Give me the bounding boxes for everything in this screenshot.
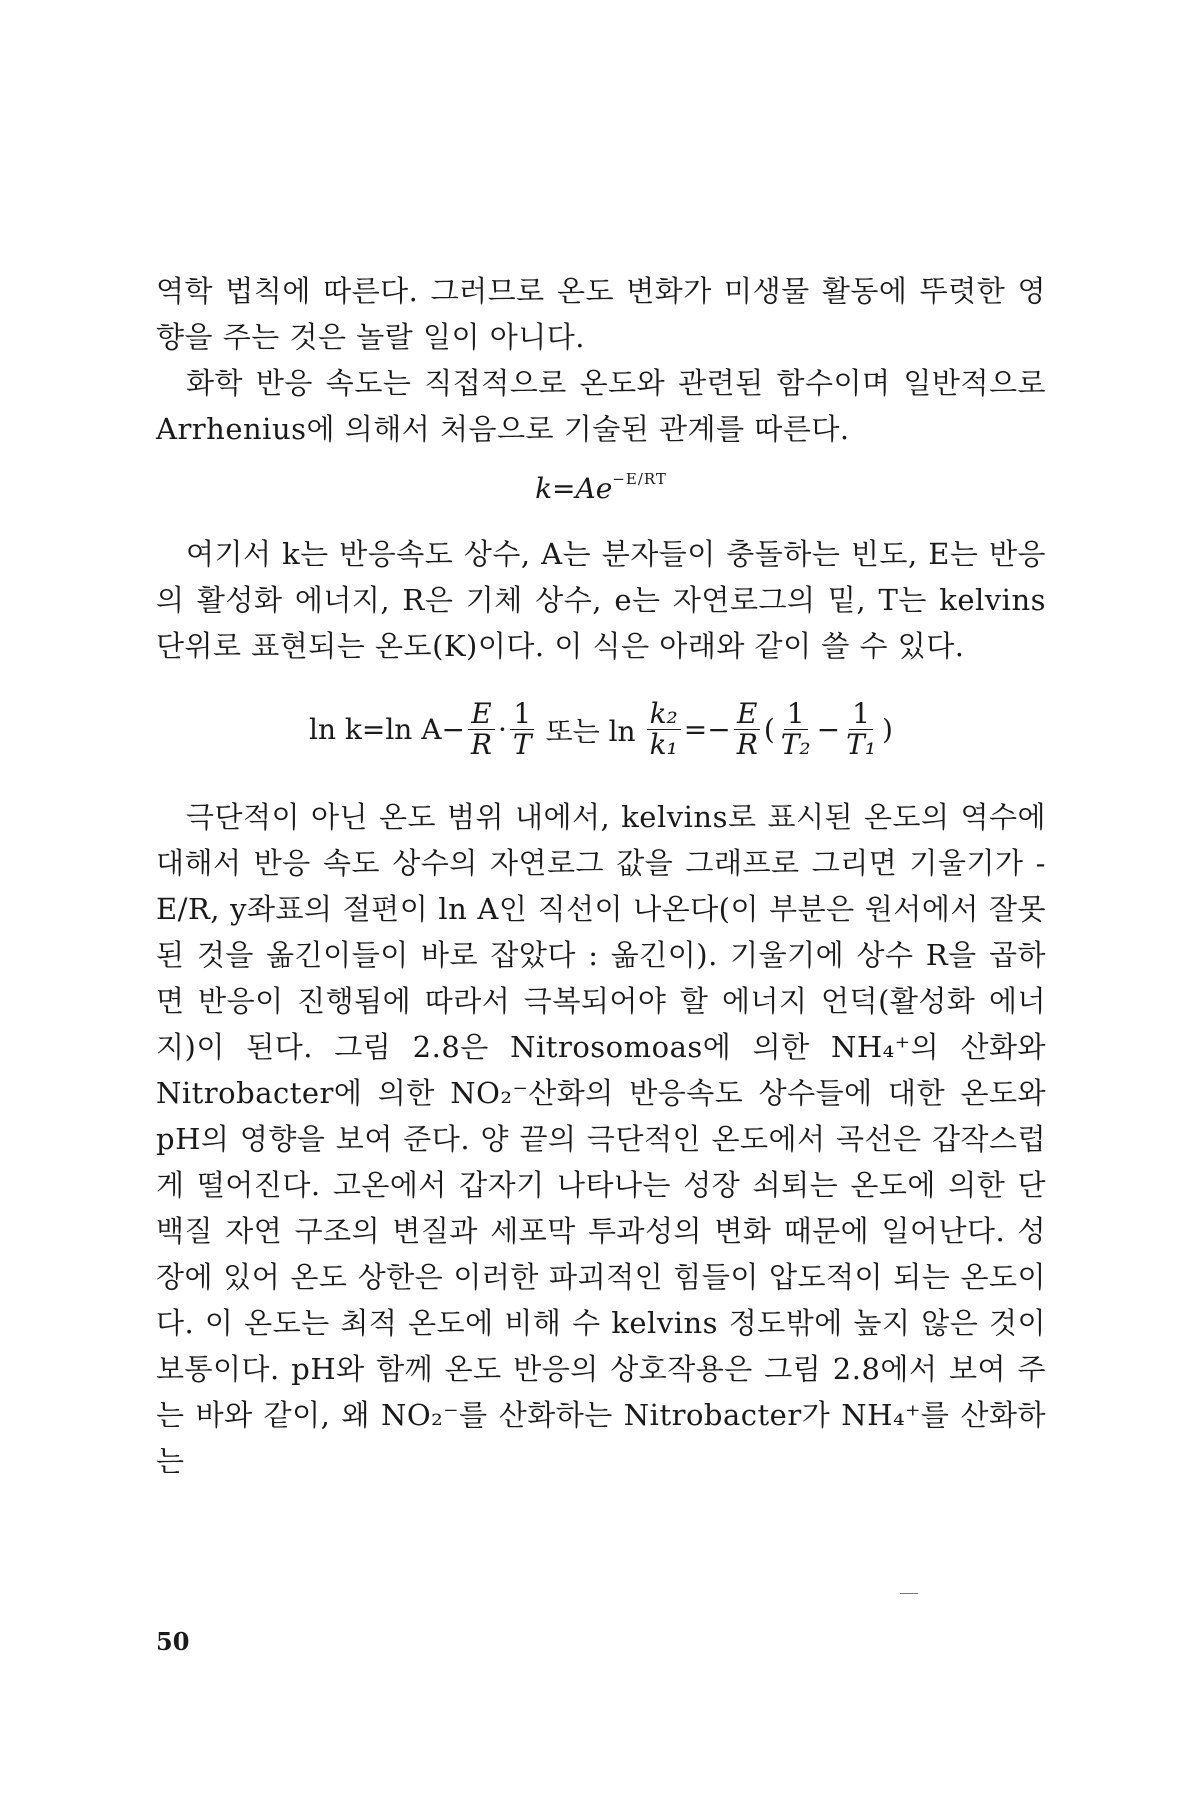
eq2-frac-1-over-t2: $\frac{1}{\text{T₂}}$ — [780, 697, 811, 761]
eq2-frac-1-over-t: $\frac{1}{T}$ — [510, 699, 535, 760]
equation-1-lhs: k=Ae — [535, 472, 613, 505]
eq2-connector: 또는 ln — [545, 714, 636, 748]
eq2-open-paren: ( — [763, 713, 775, 746]
page-number: 50 — [156, 1627, 190, 1656]
eq2-dot: · — [498, 713, 507, 746]
eq2-part1: ln k=ln A− — [309, 713, 465, 746]
eq2-minus: − — [816, 713, 841, 746]
paragraph-3: 여기서 k는 반응속도 상수, A는 분자들이 충돌하는 빈도, E는 반응의 활성화 에너지, R은 기체 상수, e는 자연로그의 밑, T는 kelvins 단위로 표현되는 온도(K)이다. 이 식은 아래와 같이 쓸 수 있다. — [156, 537, 1046, 663]
log-equation — [156, 699, 1046, 760]
eq2-close-paren: ) — [882, 713, 893, 746]
page-body — [156, 268, 1046, 1484]
paragraph-2: 화학 반응 속도는 직접적으로 온도와 관련된 함수이며 일반적으로 Arrhenius에 의해서 처음으로 기술된 관계를 따른다. — [156, 366, 1046, 446]
eq2-frac-k2-over-k1: $\frac{\text{k₂}}{\text{k₁}}$ — [647, 699, 681, 760]
equation-1-exponent: −E/RT — [612, 470, 667, 488]
eq2-eq-minus: =− — [683, 713, 731, 746]
paragraph-4: 극단적이 아닌 온도 범위 내에서, kelvins로 표시된 온도의 역수에 대해서 반응 속도 상수의 자연로그 값을 그래프로 그리면 기울기가 -E/R, y좌표의 절편이 ln A인 직선이 나온다(이 부분은 원서에서 잘못된 것을 옮긴이들이 바로 잡았다 : 옮긴이). 기울기에 상수 R을 곱하면 반응이 진행됨에 따라서 극복되어야 할 에너지 언덕(활성화 에너지)이 된다. 그림 2.8은 Nitrosomoas에 의한 NH₄⁺의 산화와 Nitrobacter에 의한 NO₂⁻산화의 반응속도 상수들에 대한 온도와 pH의 영향을 보여 준다. 양 끝의 극단적인 온도에서 곡선은 갑작스럽게 떨어진다. 고온에서 갑자기 나타나는 성장 쇠퇴는 온도에 의한 단백질 자연 구조의 변질과 세포막 투과성의 변화 때문에 일어난다. 성장에 있어 온도 상한은 이러한 파괴적인 힘들이 압도적이 되는 온도이다. 이 온도는 최적 온도에 비해 수 kelvins 정도밖에 높지 않은 것이 보통이다. pH와 함께 온도 반응의 상호작용은 그림 2.8에서 보여 주는 바와 같이, 왜 NO₂⁻를 산화하는 Nitrobacter가 NH₄⁺를 산화하는 — [156, 800, 1046, 1478]
eq2-frac-e-over-r-2: $\frac{E}{R}$ — [734, 699, 761, 760]
eq2-frac-e-over-r: $\frac{E}{R}$ — [468, 699, 495, 760]
eq2-frac-1-over-t1: $\frac{1}{\text{T₁}}$ — [846, 697, 877, 761]
paragraph-1: 역학 법칙에 따른다. 그러므로 온도 변화가 미생물 활동에 뚜렷한 영향을 주는 것은 놀랄 일이 아니다. — [156, 274, 1046, 354]
arrhenius-equation — [156, 470, 1046, 505]
footer-rule — [900, 1593, 918, 1594]
